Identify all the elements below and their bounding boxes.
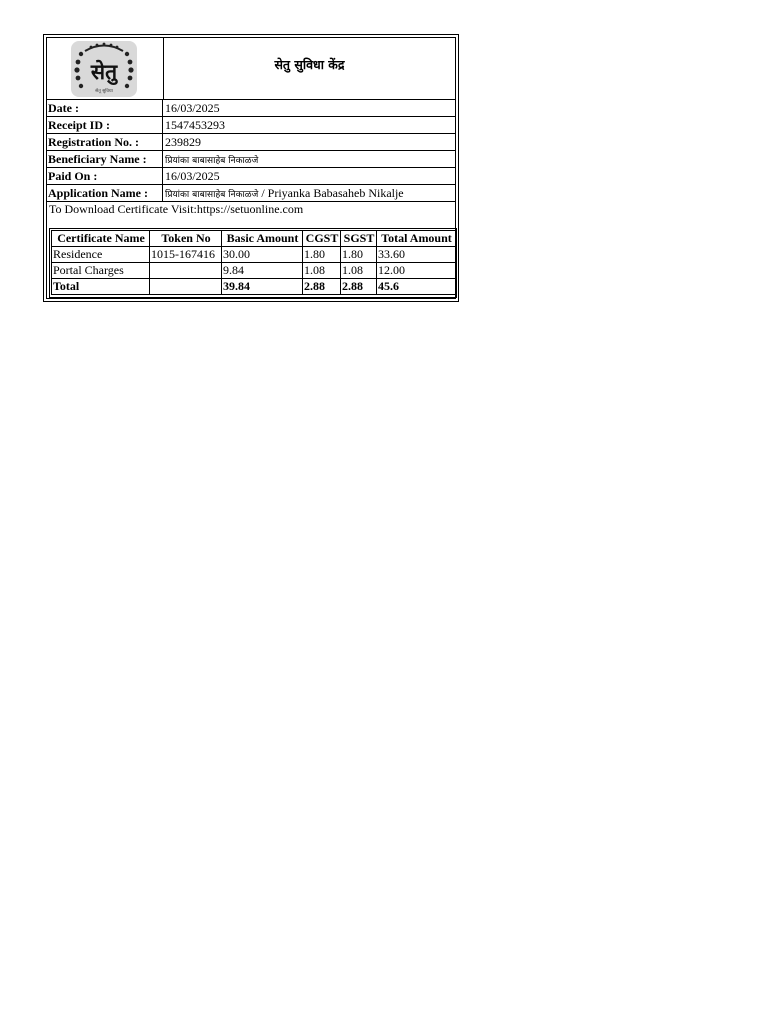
logo-cell	[47, 38, 164, 100]
table-cell: 2.88	[341, 279, 377, 295]
amounts-table	[51, 230, 456, 295]
title-cell	[164, 38, 455, 100]
registration-value: 239829	[164, 134, 456, 150]
table-total-row	[52, 279, 456, 295]
info-row-beneficiary	[47, 151, 456, 168]
application-label: Application Name :	[48, 185, 163, 201]
amounts-table-frame	[49, 228, 457, 298]
receipt-title: सेतु सुविधा केंद्र	[274, 57, 345, 72]
table-cell: 9.84	[222, 263, 303, 279]
logo-text: सेतु	[90, 60, 118, 84]
table-cell: 12.00	[377, 263, 456, 279]
info-row-paid-on	[47, 168, 456, 185]
column-header: Total Amount	[377, 231, 456, 247]
column-header: CGST	[303, 231, 341, 247]
receipt-id-value: 1547453293	[164, 117, 456, 133]
beneficiary-value-cell	[164, 151, 456, 167]
receipt-inner	[46, 37, 456, 299]
application-value-cell	[164, 185, 456, 201]
application-value-english: / Priyanka Babasaheb Nikalje	[258, 186, 404, 200]
table-cell: 1.08	[341, 263, 377, 279]
paid-on-label: Paid On :	[48, 168, 163, 184]
date-label: Date :	[48, 100, 163, 116]
table-cell: 1015-167416	[150, 247, 222, 263]
beneficiary-value: प्रियांका बाबासाहेब निकाळजे	[165, 156, 259, 166]
table-cell: 2.88	[303, 279, 341, 295]
table-row	[52, 247, 456, 263]
table-cell: 1.80	[341, 247, 377, 263]
receipt-id-label: Receipt ID :	[48, 117, 163, 133]
date-value: 16/03/2025	[164, 100, 456, 116]
table-cell: Portal Charges	[52, 263, 150, 279]
beneficiary-label: Beneficiary Name :	[48, 151, 163, 167]
table-cell	[150, 263, 222, 279]
application-value-marathi: प्रियांका बाबासाहेब निकाळजे	[165, 190, 259, 200]
table-cell: Residence	[52, 247, 150, 263]
setu-logo	[47, 38, 163, 99]
column-header: Basic Amount	[222, 231, 303, 247]
info-row-date	[47, 100, 456, 117]
receipt	[43, 34, 459, 302]
registration-label: Registration No. :	[48, 134, 163, 150]
table-cell: 30.00	[222, 247, 303, 263]
info-table	[47, 100, 456, 202]
paid-on-value: 16/03/2025	[164, 168, 456, 184]
table-cell: 39.84	[222, 279, 303, 295]
table-cell: 45.6	[377, 279, 456, 295]
info-row-application	[47, 185, 456, 202]
table-cell: 33.60	[377, 247, 456, 263]
table-cell	[150, 279, 222, 295]
info-row-receipt-id	[47, 117, 456, 134]
logo-caption: सेतू सुविधा	[95, 89, 113, 94]
info-row-registration	[47, 134, 456, 151]
column-header: Certificate Name	[52, 231, 150, 247]
table-cell: 1.08	[303, 263, 341, 279]
table-row	[52, 263, 456, 279]
table-cell: Total	[52, 279, 150, 295]
download-text: To Download Certificate Visit:https://setuonline.com	[49, 202, 304, 216]
column-header: SGST	[341, 231, 377, 247]
table-header-row	[52, 231, 456, 247]
table-cell: 1.80	[303, 247, 341, 263]
column-header: Token No	[150, 231, 222, 247]
